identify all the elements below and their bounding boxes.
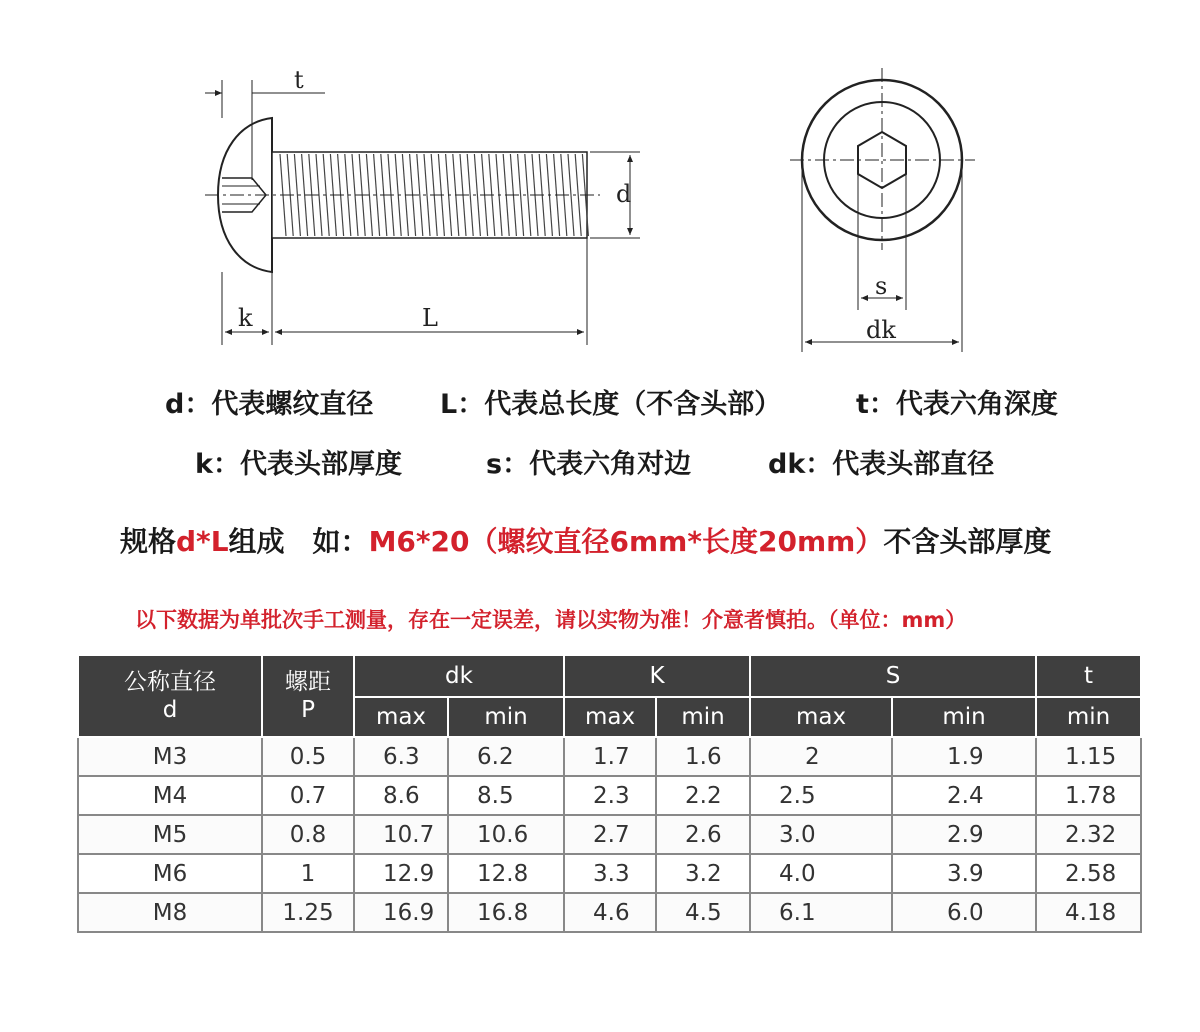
cell-t-min: 2.32 xyxy=(1036,815,1141,854)
cell-dk-max: 8.6 xyxy=(354,776,448,815)
table-row xyxy=(78,776,1141,815)
cell-dk-max: 10.7 xyxy=(354,815,448,854)
cell-k-min: 1.6 xyxy=(656,737,750,776)
cell-s-max: 4.0 xyxy=(750,854,892,893)
legend-s: s：代表六角对边 xyxy=(486,449,692,480)
cell-k-max: 4.6 xyxy=(564,893,656,932)
header-s-min: min xyxy=(892,697,1036,737)
cell-k-min: 2.2 xyxy=(656,776,750,815)
cell-s-min: 2.4 xyxy=(892,776,1036,815)
header-dk-max: max xyxy=(354,697,448,737)
cell-s-min: 3.9 xyxy=(892,854,1036,893)
cell-k-min: 3.2 xyxy=(656,854,750,893)
header-t-min: min xyxy=(1036,697,1141,737)
header-pitch xyxy=(262,655,354,737)
cell-t-min: 1.15 xyxy=(1036,737,1141,776)
cell-dk-max: 6.3 xyxy=(354,737,448,776)
label-k: k xyxy=(238,304,253,332)
spec-table xyxy=(77,654,1142,933)
cell-t-min: 1.78 xyxy=(1036,776,1141,815)
header-k: K xyxy=(564,655,750,697)
cell-dk-min: 6.2 xyxy=(448,737,564,776)
cell-d: M6 xyxy=(78,854,262,893)
cell-p: 0.5 xyxy=(262,737,354,776)
cell-dk-min: 16.8 xyxy=(448,893,564,932)
cell-s-max: 6.1 xyxy=(750,893,892,932)
table-row xyxy=(78,854,1141,893)
cell-dk-min: 10.6 xyxy=(448,815,564,854)
label-d: d xyxy=(616,180,632,208)
spec-prefix: 规格 xyxy=(120,525,177,558)
top-view xyxy=(790,68,975,352)
cell-dk-max: 16.9 xyxy=(354,893,448,932)
cell-p: 1.25 xyxy=(262,893,354,932)
header-k-max: max xyxy=(564,697,656,737)
spec-formula: d*L xyxy=(176,525,229,558)
cell-k-min: 2.6 xyxy=(656,815,750,854)
label-dk: dk xyxy=(866,316,896,344)
cell-d: M8 xyxy=(78,893,262,932)
cell-dk-min: 8.5 xyxy=(448,776,564,815)
header-diameter-label: 公称直径 xyxy=(124,669,216,695)
cell-k-max: 1.7 xyxy=(564,737,656,776)
cell-t-min: 2.58 xyxy=(1036,854,1141,893)
measurement-notice: 以下数据为单批次手工测量，存在一定误差，请以实物为准！介意者慎拍。（单位：mm） xyxy=(135,608,967,632)
header-pitch-label: 螺距 xyxy=(285,669,331,695)
cell-d: M3 xyxy=(78,737,262,776)
cell-s-min: 1.9 xyxy=(892,737,1036,776)
cell-k-max: 2.7 xyxy=(564,815,656,854)
spec-composition xyxy=(120,520,1051,560)
cell-p: 0.7 xyxy=(262,776,354,815)
cell-dk-max: 12.9 xyxy=(354,854,448,893)
spec-suffix: 不含头部厚度 xyxy=(883,525,1052,558)
cell-t-min: 4.18 xyxy=(1036,893,1141,932)
label-s: s xyxy=(875,272,888,300)
label-L: L xyxy=(422,304,438,332)
header-s: S xyxy=(750,655,1036,697)
header-t: t xyxy=(1036,655,1141,697)
cell-s-min: 6.0 xyxy=(892,893,1036,932)
cell-d: M4 xyxy=(78,776,262,815)
cell-k-max: 2.3 xyxy=(564,776,656,815)
header-s-max: max xyxy=(750,697,892,737)
legend-k: k：代表头部厚度 xyxy=(195,449,402,480)
spec-middle: 组成 如： xyxy=(228,525,369,558)
cell-dk-min: 12.8 xyxy=(448,854,564,893)
cell-p: 1 xyxy=(262,854,354,893)
header-k-min: min xyxy=(656,697,750,737)
screw-technical-drawing xyxy=(0,0,1200,370)
legend-d: d：代表螺纹直径 xyxy=(165,389,374,420)
cell-k-min: 4.5 xyxy=(656,893,750,932)
cell-s-max: 2.5 xyxy=(750,776,892,815)
header-pitch-symbol: P xyxy=(301,697,315,723)
header-dk-min: min xyxy=(448,697,564,737)
table-row xyxy=(78,893,1141,932)
cell-s-min: 2.9 xyxy=(892,815,1036,854)
table-row xyxy=(78,737,1141,776)
cell-s-max: 2 xyxy=(750,737,892,776)
header-dk: dk xyxy=(354,655,564,697)
legend-L: L：代表总长度（不含头部） xyxy=(440,389,782,420)
spec-example: M6*20（螺纹直径6mm*长度20mm） xyxy=(368,525,884,558)
cell-k-max: 3.3 xyxy=(564,854,656,893)
cell-p: 0.8 xyxy=(262,815,354,854)
legend-dk: dk：代表头部直径 xyxy=(768,449,995,480)
table-row xyxy=(78,815,1141,854)
legend-t: t：代表六角深度 xyxy=(856,389,1058,420)
cell-s-max: 3.0 xyxy=(750,815,892,854)
header-diameter-symbol: d xyxy=(162,697,178,723)
label-t: t xyxy=(294,66,304,94)
header-diameter xyxy=(78,655,262,737)
cell-d: M5 xyxy=(78,815,262,854)
